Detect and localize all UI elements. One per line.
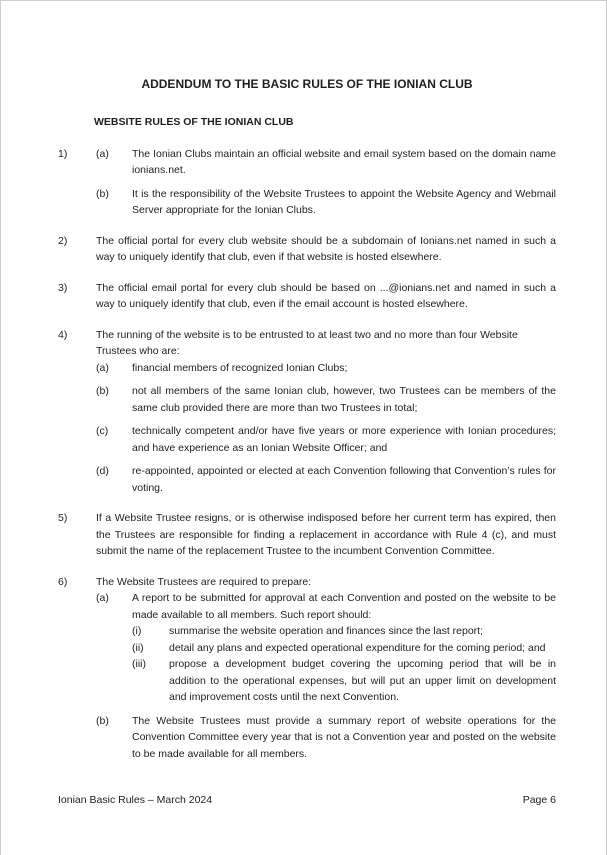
rule-4a-text: financial members of recognized Ionian Clubs; xyxy=(132,361,348,374)
rule-6-intro: The Website Trustees are required to prepare: xyxy=(96,575,312,588)
rule-1a xyxy=(96,146,556,179)
rule-6a-iii-text: propose a development budget covering the upcoming period that will be in addition to the operational expenses, but will put an upper limit on development and improvement costs until the next Convention. xyxy=(169,658,556,703)
rule-4c-text: technically competent and/or have five years or more experience with Ionian procedures; and have experience as an Ionian Website Officer; and xyxy=(132,425,556,454)
rule-4c xyxy=(96,423,556,456)
rule-5 xyxy=(58,510,556,560)
rule-2-text: The official portal for every club website should be a subdomain of Ionians.net named in such a way to uniquely identify that club, even if that website is hosted elsewhere. xyxy=(96,234,556,263)
rule-1b xyxy=(96,186,556,219)
rule-4d xyxy=(96,463,556,496)
rule-1a-text: The Ionian Clubs maintain an official website and email system based on the domain name ionians.net. xyxy=(132,147,556,176)
rule-1 xyxy=(58,146,556,219)
rule-1-number: 1) xyxy=(58,147,68,160)
rule-6b-text: The Website Trustees must provide a summary report of website operations for the Convention Committee every year that is not a Convention year and posted on the website to be made available for all members. xyxy=(132,714,556,760)
footer-page-number: Page 6 xyxy=(522,794,556,806)
rule-4 xyxy=(58,327,556,497)
page-footer xyxy=(58,792,556,809)
rule-6a-i-label: (i) xyxy=(132,625,142,637)
rule-6a-i xyxy=(132,623,556,640)
rule-6a-text: A report to be submitted for approval at each Convention and posted on the website to be made available to all members. Such report should: xyxy=(132,592,556,621)
section-heading: WEBSITE RULES OF THE IONIAN CLUB xyxy=(94,116,294,128)
rule-6-number: 6) xyxy=(58,575,68,588)
rule-1a-label: (a) xyxy=(96,147,109,160)
rule-4d-text: re-appointed, appointed or elected at each Convention following that Convention’s rules for voting. xyxy=(132,465,556,494)
rules-list xyxy=(58,146,556,763)
rule-4b-text: not all members of the same Ionian club, however, two Trustees can be members of the same club provided there are more than two Trustees in total; xyxy=(132,385,556,414)
rule-4-intro: The running of the website is to be entrusted to at least two and no more than four Website Trustees who are: xyxy=(96,328,518,357)
rule-6a-iii-label: (iii) xyxy=(132,658,146,670)
rule-1b-text: It is the responsibility of the Website Trustees to appoint the Website Agency and Webmail Server appropriate for the Ionian Clubs. xyxy=(132,187,556,216)
rule-6b xyxy=(96,713,556,763)
rule-6a-label: (a) xyxy=(96,592,109,604)
rule-4c-label: (c) xyxy=(96,425,109,437)
rule-6 xyxy=(58,574,556,763)
rule-4-number: 4) xyxy=(58,328,68,341)
rule-3 xyxy=(58,280,556,313)
rule-6a-i-text: summarise the website operation and finances since the last report; xyxy=(169,625,484,637)
rule-5-text: If a Website Trustee resigns, or is otherwise indisposed before her current term has expired, then the Trustees are responsible for finding a replacement in accordance with Rule 4 (c), and must submit the name of the replacement Trustee to the incumbent Convention Committee. xyxy=(96,512,556,557)
rule-6a-ii-label: (ii) xyxy=(132,641,144,654)
rule-6a-ii-text: detail any plans and expected operational expenditure for the coming period; and xyxy=(169,641,546,654)
rule-4a xyxy=(96,360,556,377)
rule-6a-iii xyxy=(132,656,556,706)
rule-6a-ii xyxy=(132,640,556,657)
rule-4b-label: (b) xyxy=(96,385,109,397)
rule-2-number: 2) xyxy=(58,234,68,247)
rule-6a xyxy=(96,590,556,706)
rule-4a-label: (a) xyxy=(96,361,109,374)
rule-4b xyxy=(96,383,556,416)
rule-3-text: The official email portal for every club should be based on ...@ionians.net and named in such a way to uniquely identify that club, even if the email account is hosted elsewhere. xyxy=(96,281,556,310)
footer-document-title: Ionian Basic Rules – March 2024 xyxy=(58,794,213,806)
rule-2 xyxy=(58,233,556,266)
rule-4d-label: (d) xyxy=(96,465,109,477)
page-title: ADDENDUM TO THE BASIC RULES OF THE IONIAN CLUB xyxy=(141,77,473,91)
rule-5-number: 5) xyxy=(58,512,68,524)
rule-3-number: 3) xyxy=(58,281,68,294)
rule-1b-label: (b) xyxy=(96,187,109,200)
rule-6b-label: (b) xyxy=(96,714,109,727)
